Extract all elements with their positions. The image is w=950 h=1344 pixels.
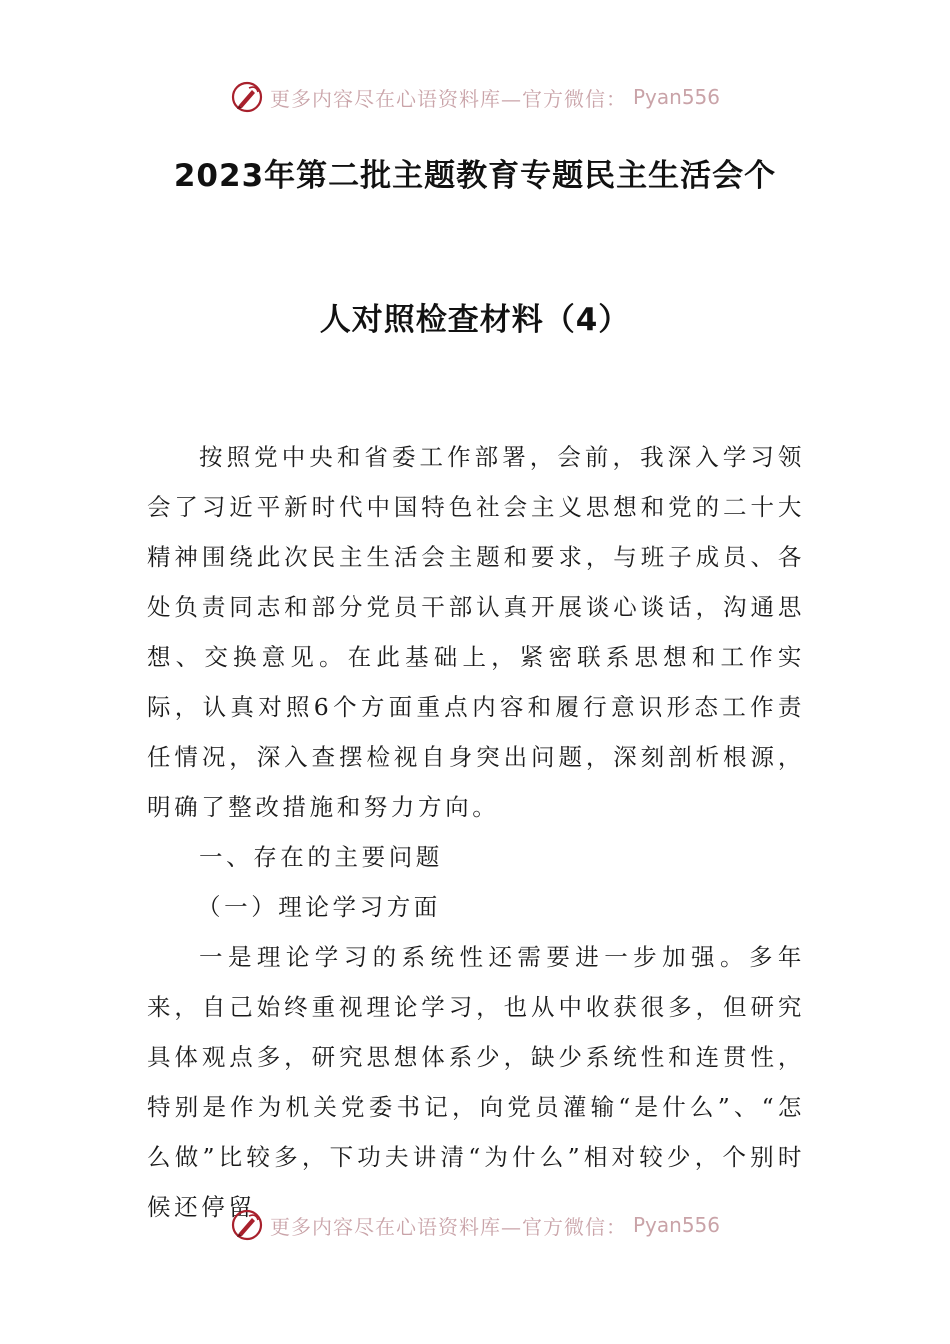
watermark-text: 更多内容尽在心语资料库—官方微信：: [269, 1214, 627, 1239]
watermark-footer: [0, 1208, 950, 1242]
section-heading: 一、存在的主要问题: [199, 843, 443, 871]
pen-logo-icon: [230, 80, 264, 114]
watermark-text: 更多内容尽在心语资料库—官方微信：: [269, 86, 627, 111]
subsection-heading: （一）理论学习方面: [197, 893, 441, 921]
watermark-header: [0, 80, 950, 114]
theory-study-paragraph: 一是理论学习的系统性还需要进一步加强。多年来，自己始终重视理论学习，也从中收获很多，但研究具体观点多，研究思想体系少，缺少系统性和连贯性，特别是作为机关党委书记，向党员灌输“是什么”、“怎么做”比较多，下功夫讲清“为什么”相对较少，个别时候还停留: [147, 943, 805, 1221]
document-body: [147, 432, 805, 1232]
watermark-wechat-id: Pyan556: [632, 85, 720, 109]
document-title-line-2: 人对照检查材料（4）: [319, 302, 631, 338]
watermark-wechat-id: Pyan556: [632, 1213, 720, 1237]
intro-paragraph: 按照党中央和省委工作部署，会前，我深入学习领会了习近平新时代中国特色社会主义思想和党的二十大精神围绕此次民主生活会主题和要求，与班子成员、各处负责同志和部分党员干部认真开展谈心谈话，沟通思想、交换意见。在此基础上，紧密联系思想和工作实际，认真对照6个方面重点内容和履行意识形态工作责任情况，深入查摆检视自身突出问题，深刻剖析根源，明确了整改措施和努力方向。: [147, 443, 805, 821]
pen-logo-icon: [230, 1208, 264, 1242]
document-title-line-1: 2023年第二批主题教育专题民主生活会个: [173, 158, 777, 194]
